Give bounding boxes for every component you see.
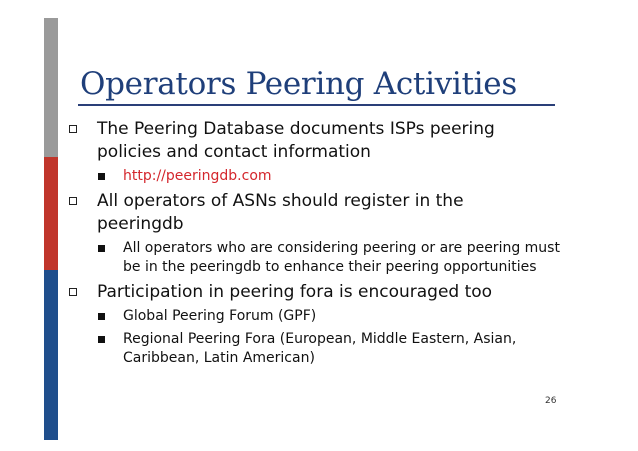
sub-bullet-item <box>68 330 568 368</box>
sub-bullet-item <box>68 239 568 277</box>
accent-bar-gray <box>44 18 58 157</box>
bullet-text: All operators of ASNs should register in the peeringdb <box>97 191 464 234</box>
filled-square-bullet-icon <box>98 336 105 343</box>
bullet-item <box>68 281 568 304</box>
sub-bullet-item[interactable] <box>68 167 568 186</box>
filled-square-bullet-icon <box>98 173 105 180</box>
hollow-square-bullet-icon <box>69 125 77 133</box>
sub-bullet-text: Regional Peering Fora (European, Middle Eastern, Asian, Caribbean, Latin American) <box>123 331 517 366</box>
bullet-item <box>68 118 568 164</box>
bullet-text: Participation in peering fora is encouraged too <box>97 282 493 302</box>
sub-bullet-text: Global Peering Forum (GPF) <box>123 308 317 324</box>
page-number: 26 <box>545 396 557 406</box>
filled-square-bullet-icon <box>98 313 105 320</box>
accent-bar-blue <box>44 270 58 440</box>
bullet-item <box>68 190 568 236</box>
filled-square-bullet-icon <box>98 245 105 252</box>
peeringdb-link[interactable]: http://peeringdb.com <box>123 168 272 184</box>
accent-bar-red <box>44 157 58 270</box>
bullet-text: The Peering Database documents ISPs peering policies and contact information <box>97 119 495 162</box>
slide-content <box>68 118 568 372</box>
slide-title: Operators Peering Activities <box>80 66 517 102</box>
sub-bullet-text: All operators who are considering peering or are peering must be in the peeringdb to enhance their peering opportunities <box>123 240 560 275</box>
hollow-square-bullet-icon <box>69 288 77 296</box>
sub-bullet-item <box>68 307 568 326</box>
title-underline <box>78 104 555 106</box>
hollow-square-bullet-icon <box>69 197 77 205</box>
